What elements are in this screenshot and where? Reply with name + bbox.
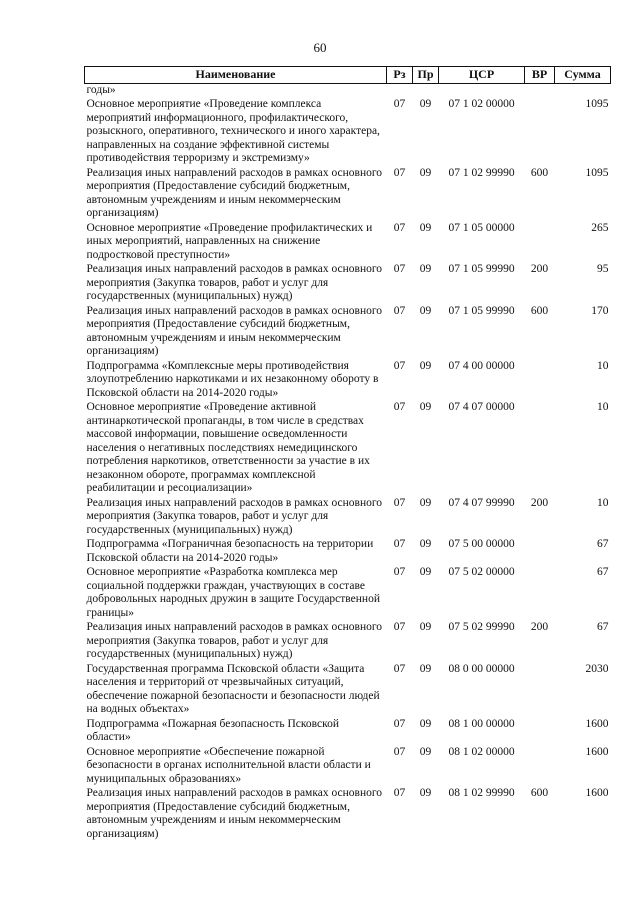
cell-vr (525, 718, 555, 746)
table-row (85, 538, 611, 566)
cell-sum: 1600 (585, 745, 609, 758)
cell-vr: 200 (530, 496, 549, 509)
cell-vr: 600 (530, 166, 549, 179)
cell-vr: 600 (530, 304, 549, 317)
cell-pr: 09 (419, 662, 432, 675)
cell-rz: 07 (393, 263, 406, 275)
cell-rz: 07 (393, 304, 406, 317)
cell-csr: 07 1 02 00000 (448, 98, 515, 110)
cell-csr: 07 1 02 99990 (448, 166, 515, 179)
cell-sum: 10 (597, 401, 609, 413)
table-row (85, 746, 611, 788)
table-header (85, 67, 611, 84)
table-row (85, 98, 611, 167)
cell-csr: 07 1 05 99990 (448, 304, 515, 317)
header-vr: ВР (525, 67, 555, 84)
cell-name: Основное мероприятие «Проведение комплекса мероприятий информационного, профилактического, розыскного, оперативного, технического и иного характера, направленных на создание эффективной системы противодействия терроризму и экстремизму» (86, 98, 380, 164)
cell-rz: 07 (393, 359, 406, 372)
cell-rz: 07 (393, 745, 406, 758)
cell-sum: 1600 (585, 717, 609, 730)
table-row (85, 222, 611, 264)
cell-pr: 09 (419, 166, 432, 179)
cell-vr (525, 663, 555, 718)
table-row (85, 263, 611, 305)
table-row (85, 401, 611, 497)
cell-vr (525, 98, 555, 167)
cell-rz: 07 (393, 221, 406, 234)
cell-pr: 09 (419, 263, 432, 275)
cell-vr (525, 538, 555, 566)
cell-name: Подпрограмма «Комплексные меры противодействия злоупотреблению наркотиками и их незаконному обороту в Псковской области на 2014-2020 годы» (86, 359, 379, 399)
cell-rz: 07 (393, 166, 406, 179)
cell-name: годы» (86, 83, 116, 96)
cell-name: Реализация иных направлений расходов в рамках основного мероприятия (Закупка товаров, работ и услуг для государственных (муниципальных) нужд) (86, 621, 383, 660)
table-body (85, 83, 611, 842)
header-sum: Сумма (555, 67, 611, 84)
cell-rz: 07 (393, 566, 406, 578)
cell-rz: 07 (393, 717, 406, 730)
cell-vr: 200 (530, 621, 549, 633)
cell-rz: 07 (393, 621, 406, 633)
cell-pr: 09 (419, 538, 432, 550)
cell-sum: 67 (597, 621, 609, 633)
cell-rz (387, 83, 413, 98)
cell-csr: 07 5 00 00000 (448, 538, 515, 550)
cell-vr (525, 746, 555, 788)
cell-name: Реализация иных направлений расходов в рамках основного мероприятия (Предоставление субсидий бюджетным, автономным учреждениям и иным некоммерческим организациям) (86, 304, 383, 357)
header-csr: ЦСР (439, 67, 525, 84)
cell-csr: 08 1 02 00000 (448, 745, 515, 758)
cell-rz: 07 (393, 662, 406, 675)
table-row (85, 718, 611, 746)
table-row (85, 360, 611, 402)
table-row (85, 83, 611, 98)
cell-rz: 07 (393, 787, 406, 799)
cell-name: Подпрограмма «Пожарная безопасность Псковской области» (86, 717, 340, 743)
cell-rz: 07 (393, 496, 406, 509)
cell-csr: 07 5 02 00000 (448, 566, 515, 578)
cell-vr: 200 (530, 263, 549, 275)
cell-rz: 07 (393, 538, 406, 550)
cell-csr: 08 0 00 00000 (448, 662, 515, 675)
cell-name: Реализация иных направлений расходов в рамках основного мероприятия (Закупка товаров, работ и услуг для государственных (муниципальных) нужд) (86, 496, 383, 536)
cell-sum: 1095 (585, 166, 609, 179)
cell-name: Реализация иных направлений расходов в рамках основного мероприятия (Закупка товаров, работ и услуг для государственных (муниципальных) нужд) (86, 263, 383, 302)
header-rz: Рз (387, 67, 413, 84)
cell-name: Подпрограмма «Пограничная безопасность на территории Псковской области на 2014-2020 годы» (86, 538, 374, 564)
cell-pr: 09 (419, 717, 432, 730)
cell-name: Основное мероприятие «Обеспечение пожарной безопасности в органах исполнительной власти области и муниципальных образованиях» (86, 745, 371, 785)
cell-pr: 09 (419, 304, 432, 317)
table-row (85, 167, 611, 222)
cell-csr: 07 4 07 00000 (448, 401, 515, 413)
table-row (85, 305, 611, 360)
cell-sum: 1600 (585, 787, 609, 799)
cell-csr: 07 1 05 99990 (448, 263, 515, 275)
cell-name: Основное мероприятие «Проведение активной антинаркотической пропаганды, в том числе в средствах массовой информации, повышение осведомленности населения о негативных последствиях немедицинского потребления наркотиков, ответственности за участие в их незаконном обороте, программах комплексной реабилитации и ресоциализации» (86, 401, 370, 494)
table-row (85, 787, 611, 842)
cell-vr: 600 (530, 787, 549, 799)
cell-csr: 07 4 07 99990 (448, 496, 515, 509)
cell-sum: 2030 (585, 662, 609, 675)
cell-name: Реализация иных направлений расходов в рамках основного мероприятия (Предоставление субсидий бюджетным, автономным учреждениям и иным некоммерческим организациям) (86, 166, 383, 219)
header-name: Наименование (85, 67, 387, 84)
cell-sum: 1095 (585, 98, 609, 110)
cell-pr: 09 (419, 566, 432, 578)
cell-pr: 09 (419, 621, 432, 633)
cell-name: Государственная программа Псковской области «Защита населения и территорий от чрезвычайных ситуаций, обеспечение пожарной безопасности и безопасности людей на водных объектах» (86, 662, 380, 715)
cell-sum: 10 (597, 359, 609, 372)
cell-sum (555, 83, 611, 98)
budget-table (84, 66, 611, 842)
table-row (85, 663, 611, 718)
cell-vr (525, 83, 555, 98)
cell-csr: 07 5 02 99990 (448, 621, 515, 633)
cell-pr: 09 (419, 221, 432, 234)
cell-vr (525, 401, 555, 497)
cell-csr (439, 83, 525, 98)
page-number: 60 (313, 40, 327, 55)
cell-pr (413, 83, 439, 98)
cell-sum: 10 (597, 496, 609, 509)
cell-csr: 08 1 00 00000 (448, 717, 515, 730)
cell-sum: 170 (591, 304, 609, 317)
cell-sum: 265 (591, 221, 609, 234)
cell-vr (525, 566, 555, 621)
cell-name: Реализация иных направлений расходов в рамках основного мероприятия (Предоставление субсидий бюджетным, автономным учреждениям и иным некоммерческим организациям) (86, 787, 383, 840)
cell-pr: 09 (419, 401, 432, 413)
cell-sum: 67 (597, 566, 609, 578)
cell-pr: 09 (419, 359, 432, 372)
cell-name: Основное мероприятие «Разработка комплекса мер социальной поддержки граждан, участвующих в составе добровольных народных дружин в защите Государственной границы» (86, 566, 380, 619)
cell-name: Основное мероприятие «Проведение профилактических и иных мероприятий, направленных на снижение подростковой преступности» (86, 221, 373, 261)
header-pr: Пр (413, 67, 439, 84)
table-row (85, 497, 611, 539)
table-row (85, 621, 611, 663)
cell-pr: 09 (419, 745, 432, 758)
table-row (85, 566, 611, 621)
cell-pr: 09 (419, 496, 432, 509)
cell-rz: 07 (393, 98, 406, 110)
cell-csr: 07 1 05 00000 (448, 221, 515, 234)
cell-csr: 08 1 02 99990 (448, 787, 515, 799)
cell-vr (525, 222, 555, 264)
cell-sum: 95 (597, 263, 609, 275)
cell-sum: 67 (597, 538, 609, 550)
cell-rz: 07 (393, 401, 406, 413)
cell-csr: 07 4 00 00000 (448, 359, 515, 372)
cell-vr (525, 360, 555, 402)
cell-pr: 09 (419, 98, 432, 110)
cell-pr: 09 (419, 787, 432, 799)
